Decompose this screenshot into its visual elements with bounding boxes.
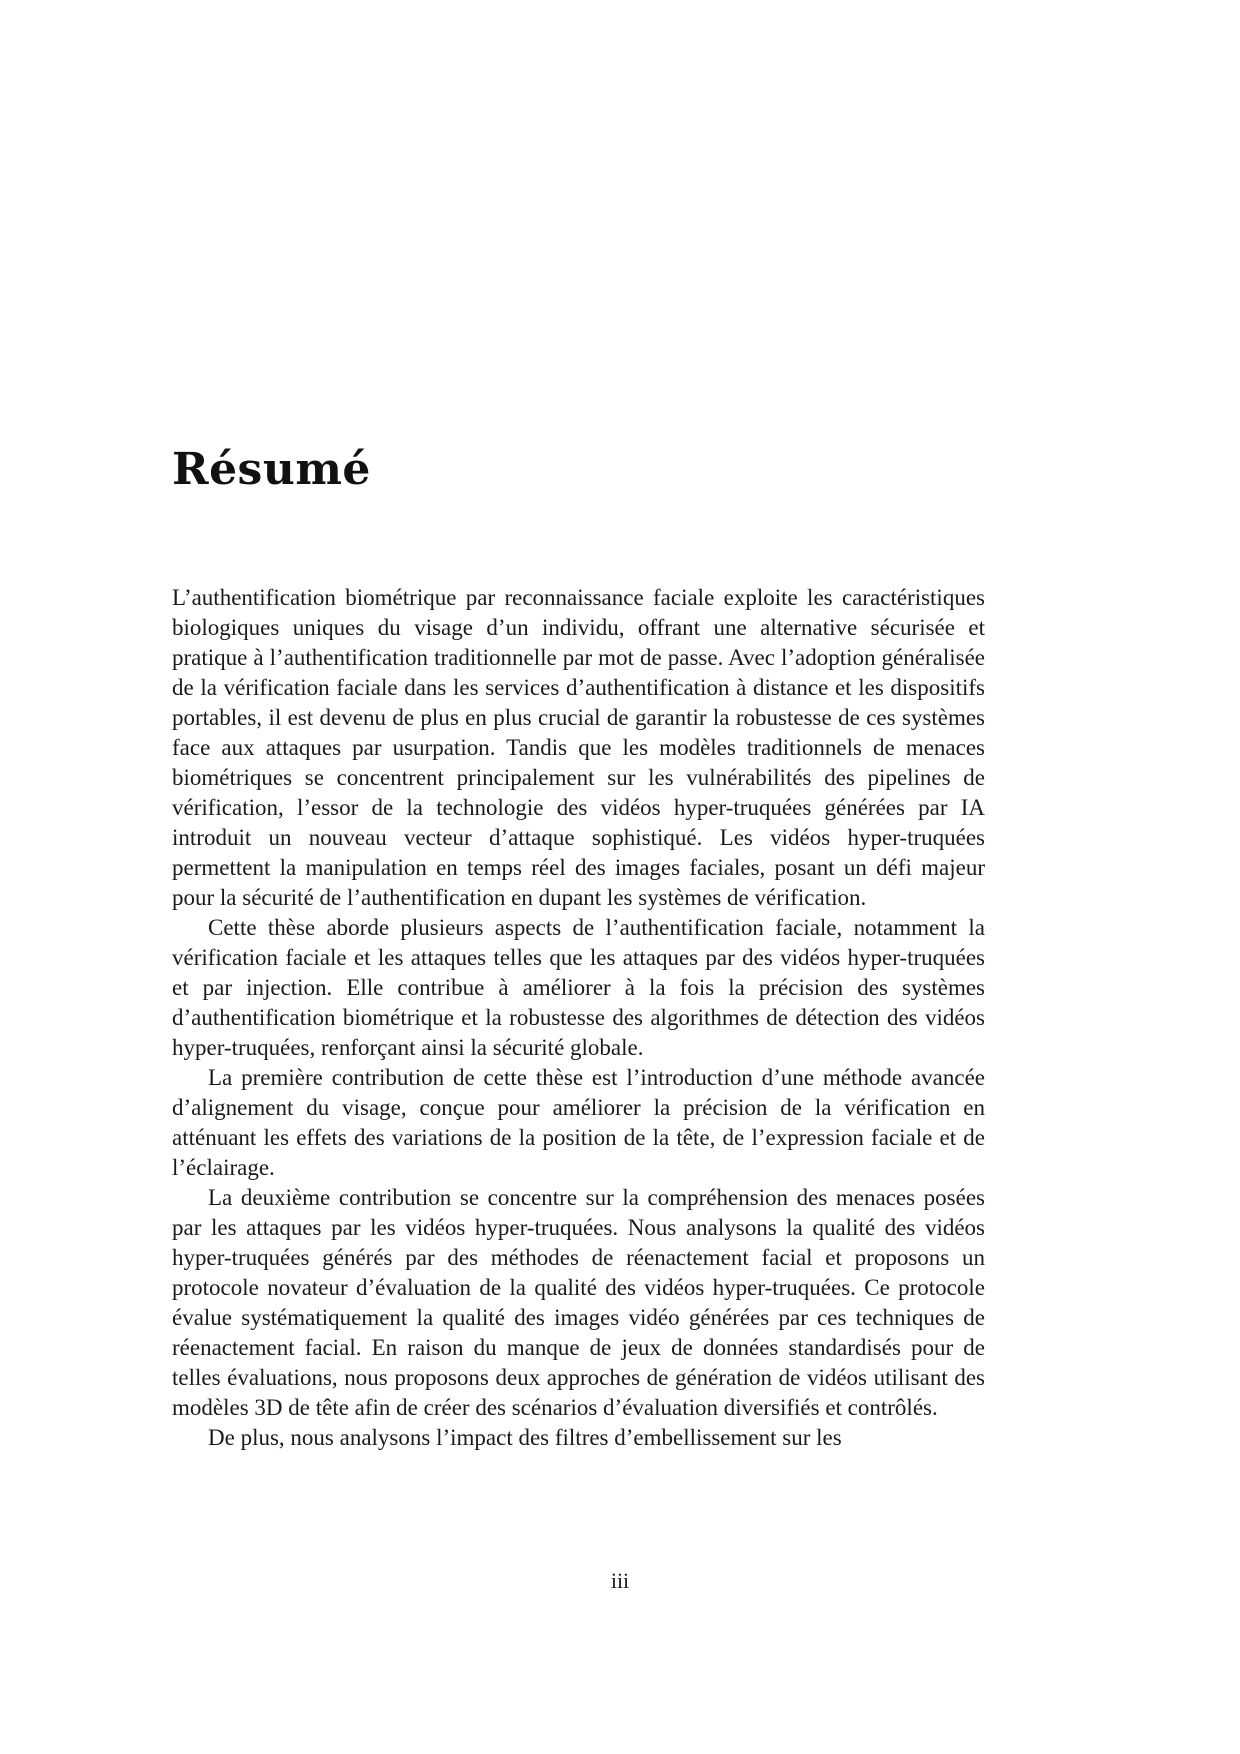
page-number: iii — [610, 1568, 630, 1593]
abstract-body — [172, 583, 985, 1453]
chapter-title: Résumé — [172, 444, 371, 495]
paragraph-1: L’authentification biométrique par reconnaissance faciale exploite les caractéristiques biologiques uniques du visage d’un individu, offrant une alternative sécurisée et pratique à l’authentification traditionnelle par mot de passe. Avec l’adoption généralisée de la vérification faciale dans les services d’authentification à distance et les dispositifs portables, il est devenu de plus en plus crucial de garantir la robustesse de ces systèmes face aux attaques par usurpation. Tandis que les modèles traditionnels de menaces biométriques se concentrent principalement sur les vulnérabilités des pipelines de vérification, l’essor de la technologie des vidéos hyper-truquées générées par IA introduit un nouveau vecteur d’attaque sophistiqué. Les vidéos hyper-truquées permettent la manipulation en temps réel des images faciales, posant un défi majeur pour la sécurité de l’authentification en dupant les systèmes de vérification. — [172, 585, 985, 910]
paragraph-5: De plus, nous analysons l’impact des filtres d’embellissement sur les — [208, 1425, 842, 1450]
paragraph-3: La première contribution de cette thèse est l’introduction d’une méthode avancée d’alignement du visage, conçue pour améliorer la précision de la vérification en atténuant les effets des variations de la position de la tête, de l’expression faciale et de l’éclairage. — [172, 1065, 985, 1180]
paragraph-2: Cette thèse aborde plusieurs aspects de l’authentification faciale, notamment la vérification faciale et les attaques telles que les attaques par des vidéos hyper-truquées et par injection. Elle contribue à améliorer à la fois la précision des systèmes d’authentification biométrique et la robustesse des algorithmes de détection des vidéos hyper-truquées, renforçant ainsi la sécurité globale. — [172, 915, 985, 1060]
paragraph-4: La deuxième contribution se concentre sur la compréhension des menaces posées par les attaques par les vidéos hyper-truquées. Nous analysons la qualité des vidéos hyper-truquées générés par des méthodes de réenactement facial et proposons un protocole novateur d’évaluation de la qualité des vidéos hyper-truquées. Ce protocole évalue systématiquement la qualité des images vidéo générées par ces techniques de réenactement facial. En raison du manque de jeux de données standardisés pour de telles évaluations, nous proposons deux approches de génération de vidéos utilisant des modèles 3D de tête afin de créer des scénarios d’évaluation diversifiés et contrôlés. — [172, 1185, 985, 1420]
